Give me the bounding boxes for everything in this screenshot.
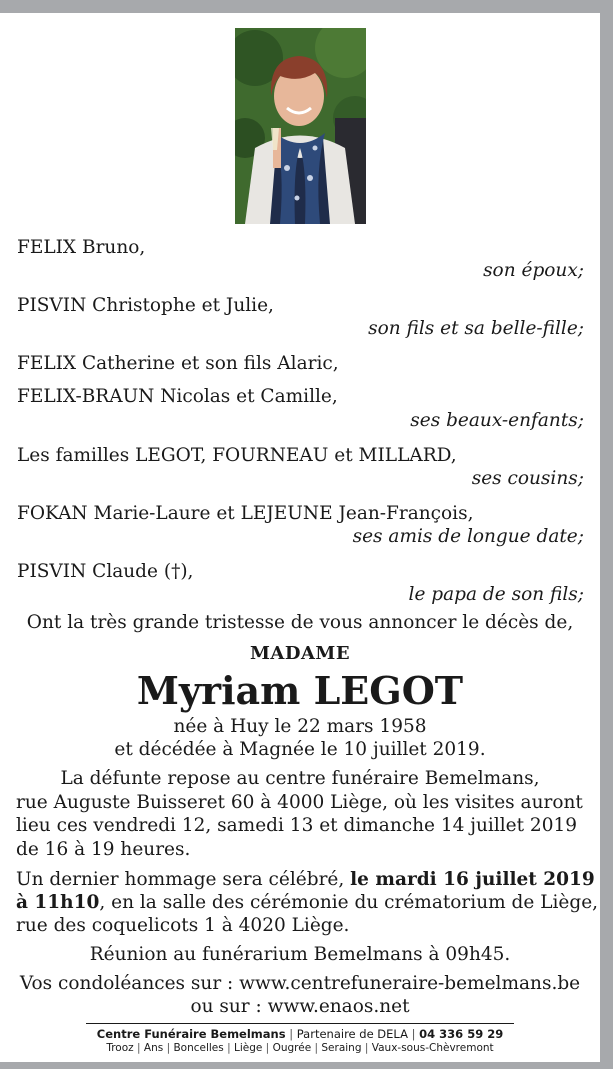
footer-partner: Partenaire de DELA: [296, 1027, 408, 1041]
condoleances-line-1: Vos condoléances sur : www.centrefuneraire-bemelmans.be: [19, 973, 581, 994]
obituary-card: [0, 13, 600, 1062]
repose-line-4: de 16 à 19 heures.: [16, 839, 191, 860]
announcement: Ont la très grande tristesse de vous annoncer le décès de,: [26, 612, 574, 633]
family-relation-7: le papa de son fils;: [408, 584, 584, 605]
hommage-date: le mardi 16 juillet 2019: [350, 869, 595, 890]
family-name-6: FOKAN Marie-Laure et LEJEUNE Jean-François,: [17, 503, 474, 524]
family-name-7: PISVIN Claude (†),: [17, 561, 194, 582]
birth-info: née à Huy le 22 mars 1958: [173, 716, 427, 737]
portrait-photo: [235, 28, 366, 224]
footer-location: Trooz: [106, 1042, 134, 1054]
family-relation-2: son fils et sa belle-fille;: [368, 318, 584, 339]
hommage-time: à 11h10: [16, 892, 100, 913]
family-name-5: Les familles LEGOT, FOURNEAU et MILLARD,: [17, 445, 457, 466]
hommage-line-3: rue des coquelicots 1 à 4020 Liège.: [16, 915, 350, 936]
footer-company-line: Centre Funéraire Bemelmans | Partenaire de DELA | 04 336 59 29: [96, 1027, 504, 1041]
hommage-intro: Un dernier hommage sera célébré,: [16, 869, 345, 890]
family-relation-4: ses beaux-enfants;: [410, 410, 584, 431]
family-name-2: PISVIN Christophe et Julie,: [17, 295, 274, 316]
footer-locations: Trooz | Ans | Boncelles | Liège | Ougrée | Seraing | Vaux-sous-Chèvremont: [106, 1042, 494, 1054]
family-relation-1: son époux;: [483, 260, 584, 281]
family-name-3: FELIX Catherine et son fils Alaric,: [17, 353, 339, 374]
footer-divider: [86, 1023, 514, 1024]
footer-location: Ans: [143, 1042, 164, 1054]
footer-location: Vaux-sous-Chèvremont: [371, 1042, 494, 1054]
family-relation-6: ses amis de longue date;: [352, 526, 584, 547]
deceased-name: Myriam LEGOT: [136, 668, 464, 713]
title-madame: MADAME: [249, 643, 351, 664]
hommage-line-2: [16, 892, 598, 914]
reunion-info: Réunion au funérarium Bemelmans à 09h45.: [89, 944, 511, 965]
repose-line-2: rue Auguste Buisseret 60 à 4000 Liège, où les visites auront: [16, 792, 583, 813]
footer-location: Liège: [233, 1042, 263, 1054]
hommage-place: , en la salle des cérémonie du crématorium de Liège,: [99, 892, 599, 913]
footer-location: Seraing: [321, 1042, 362, 1054]
footer-phone: 04 336 59 29: [419, 1027, 504, 1041]
family-name-4: FELIX-BRAUN Nicolas et Camille,: [17, 386, 338, 407]
family-relation-5: ses cousins;: [471, 468, 584, 489]
footer-location: Ougrée: [272, 1042, 312, 1054]
repose-line-3: lieu ces vendredi 12, samedi 13 et dimanche 14 juillet 2019: [16, 815, 578, 836]
condoleances-line-2: ou sur : www.enaos.net: [190, 996, 410, 1017]
footer-company: Centre Funéraire Bemelmans: [96, 1027, 286, 1041]
repose-line-1: La défunte repose au centre funéraire Bemelmans,: [60, 768, 540, 789]
family-name-1: FELIX Bruno,: [17, 237, 146, 258]
footer-location: Boncelles: [173, 1042, 224, 1054]
hommage-line-1: [16, 869, 595, 891]
death-info: et décédée à Magnée le 10 juillet 2019.: [114, 739, 486, 760]
